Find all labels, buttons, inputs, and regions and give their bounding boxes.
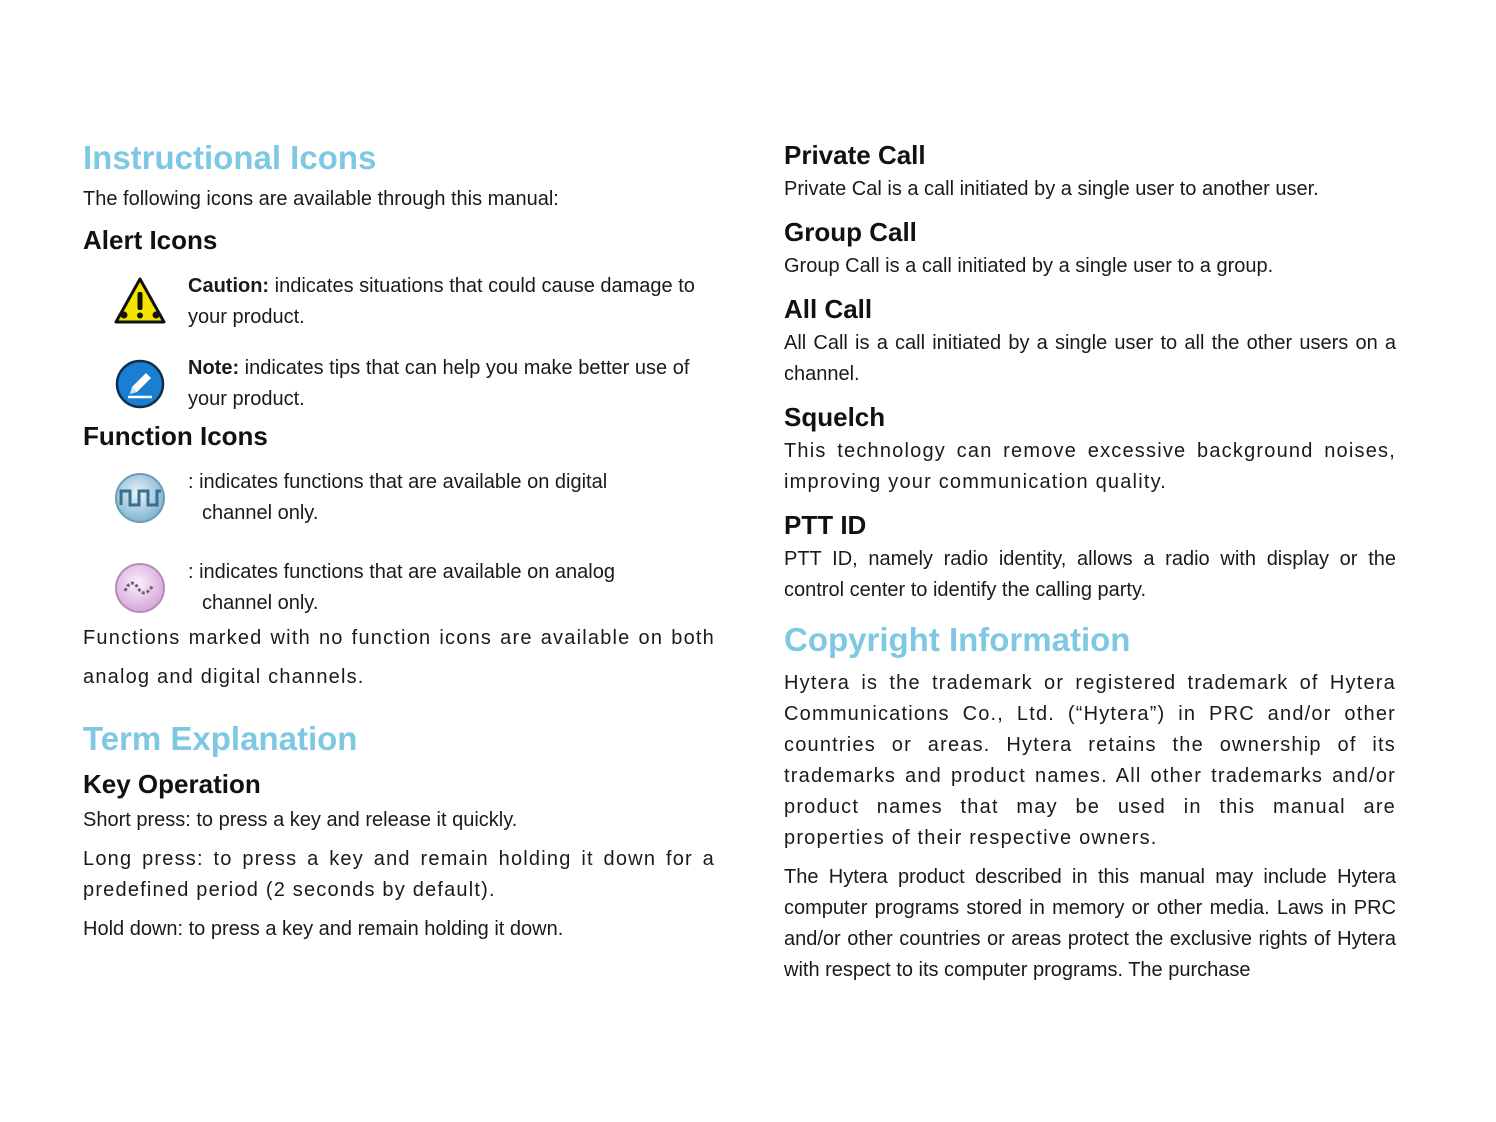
analog-row (83, 557, 715, 619)
private-call-heading: Private Call (784, 140, 926, 170)
all-call-text: All Call is a call initiated by a single user to all the other users on a channel. (784, 332, 1396, 385)
caution-text (188, 271, 708, 333)
left-column (83, 136, 715, 945)
pencil-note-icon (113, 357, 167, 411)
analog-wave-icon (113, 561, 167, 615)
digital-row (83, 467, 715, 529)
squelch-heading: Squelch (784, 402, 886, 432)
function-note: Functions marked with no function icons are available on both analog and digital channels. (83, 627, 715, 688)
ptt-id-heading: PTT ID (784, 510, 867, 540)
warning-triangle-icon (113, 275, 167, 329)
alert-icons-heading: Alert Icons (83, 225, 218, 255)
digital-text: : indicates functions that are available on digital channel only. (188, 471, 608, 524)
note-row (83, 353, 715, 415)
key-operation-heading: Key Operation (83, 769, 261, 799)
instructional-intro: The following icons are available through this manual: (83, 188, 559, 210)
group-call-heading: Group Call (784, 217, 917, 247)
copyright-heading: Copyright Information (784, 621, 1131, 658)
term-explanation-heading: Term Explanation (83, 720, 358, 757)
copyright-paragraph-1: Hytera is the trademark or registered trademark of Hytera Communications Co., Ltd. (“Hytera”) in PRC and/or other countries or areas. Hytera retains the ownership of its trademarks and product names. All other trademarks and/or product names that may be used in this manual are properties of their respective owners. (784, 672, 1396, 849)
note-description: indicates tips that can help you make better use of your product. (188, 357, 690, 410)
copyright-paragraph-2: The Hytera product described in this manual may include Hytera computer programs stored in memory or other media. Laws in PRC and/or other countries or areas protect the exclusive rights of Hytera with respect to its computer programs. The purchase (784, 866, 1396, 981)
function-icons-heading: Function Icons (83, 421, 268, 451)
ptt-id-text: PTT ID, namely radio identity, allows a radio with display or the control center to identify the calling party. (784, 548, 1396, 601)
all-call-heading: All Call (784, 294, 873, 324)
note-text (188, 353, 708, 415)
instructional-icons-heading: Instructional Icons (83, 139, 377, 176)
short-press-text: Short press: to press a key and release it quickly. (83, 809, 518, 831)
caution-description: indicates situations that could cause damage to your product. (188, 275, 695, 328)
digital-wave-icon (113, 471, 167, 525)
analog-text: : indicates functions that are available on analog channel only. (188, 561, 615, 614)
caution-label: Caution: (188, 275, 270, 297)
caution-row (83, 271, 715, 333)
note-label: Note: (188, 357, 240, 379)
hold-down-text: Hold down: to press a key and remain holding it down. (83, 918, 564, 940)
squelch-text: This technology can remove excessive background noises, improving your communication quality. (784, 440, 1396, 493)
long-press-text: Long press: to press a key and remain holding it down for a predefined period (2 seconds by default). (83, 848, 715, 901)
right-column (784, 136, 1396, 986)
group-call-text: Group Call is a call initiated by a single user to a group. (784, 255, 1274, 277)
private-call-text: Private Cal is a call initiated by a single user to another user. (784, 178, 1319, 200)
